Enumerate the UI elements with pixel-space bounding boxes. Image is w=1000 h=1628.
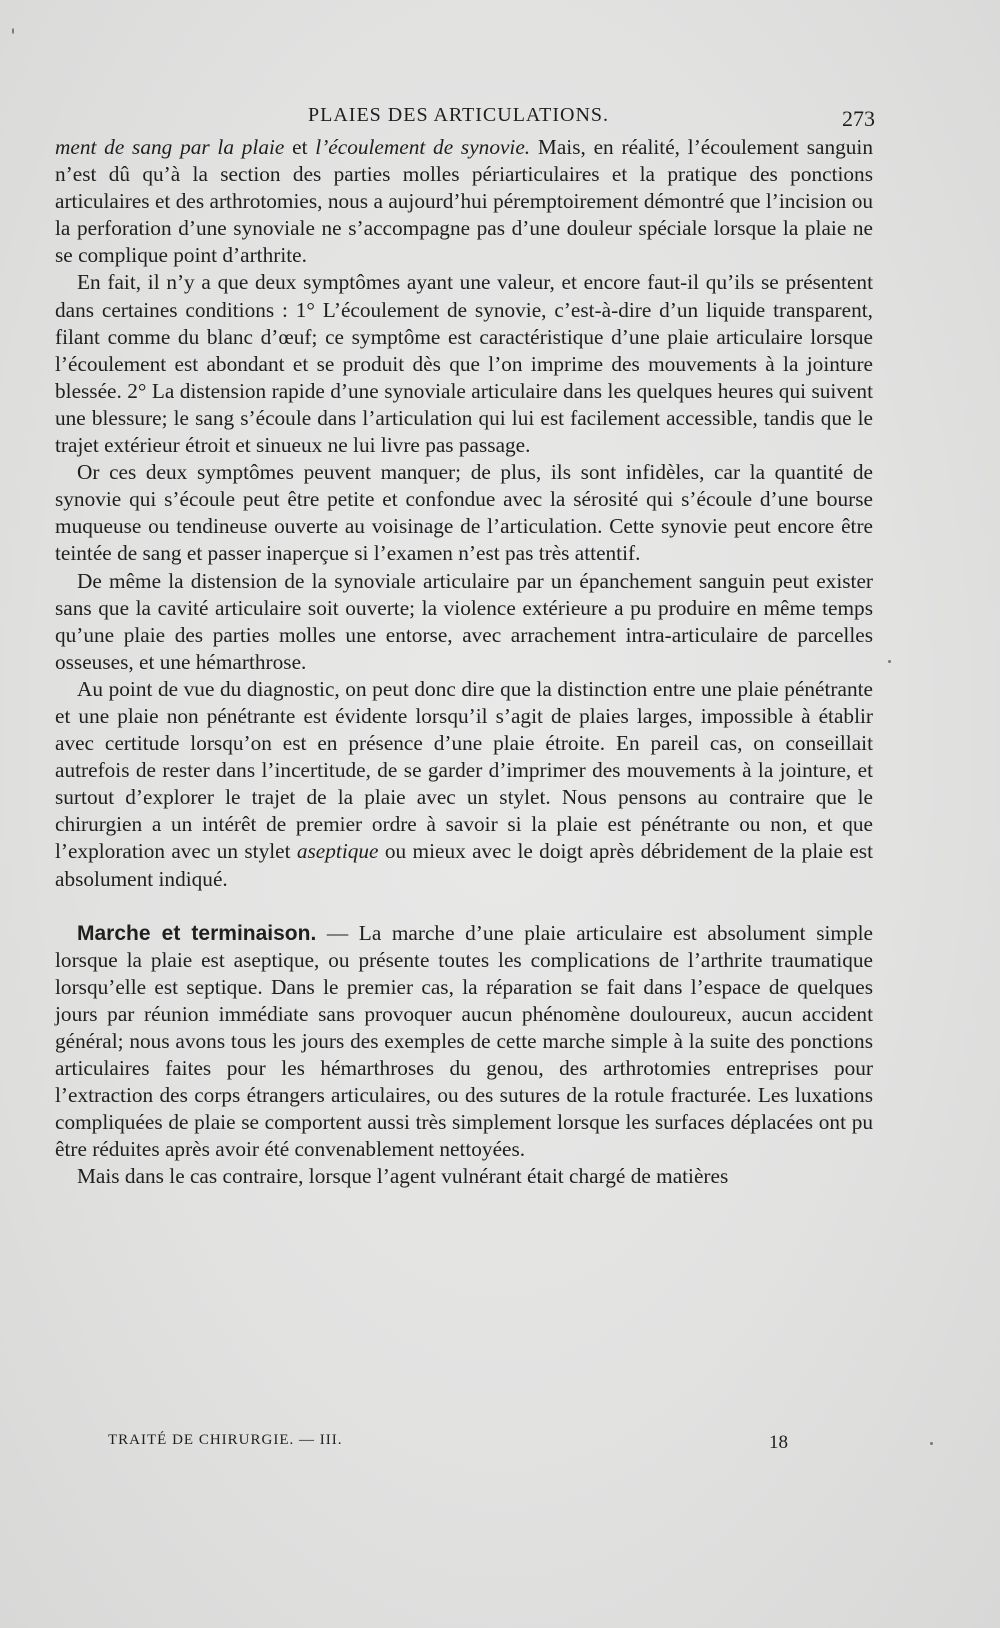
page-footer (108, 1432, 788, 1460)
body-text (55, 134, 873, 1191)
section-heading: Marche et terminaison. (77, 921, 317, 945)
italic-phrase: ment de sang par la plaie (55, 135, 285, 159)
text-run: Mais, en réalité, l’écoulement sanguin n’est dû qu’à la section des parties molles périarticulaires et la pratique des ponctions articulaires et des arthrotomies, nous a aujourd’hui péremptoirement démontré que l’incision ou la perforation d’une synoviale ne s’accompagne pas d’une douleur spéciale lorsque la plaie ne se complique point d’arthrite. (55, 135, 873, 268)
paragraph-2: En fait, il n’y a que deux symptômes ayant une valeur, et encore faut-il qu’ils se présentent dans certaines conditions : 1° L’écoulement de synovie, c’est-à-dire d’un liquide transparent, filant comme du blanc d’œuf; ce symptôme est caractéristique d’une plaie articulaire lorsque l’écoulement est abondant et se produit dès que l’on imprime des mouvements à la jointure blessée. 2° La distension rapide d’une synoviale articulaire dans les quelques heures qui suivent une blessure; le sang s’écoule dans l’articulation qui lui est facilement accessible, tandis que le trajet extérieur étroit et sinueux ne lui livre pas passage. (55, 270, 873, 458)
paragraph-4: De même la distension de la synoviale articulaire par un épanchement sanguin peut exister sans que la cavité articulaire soit ouverte; la violence extérieure a pu produire en même temps qu’une plaie des parties molles une entorse, avec arrachement intra-articulaire de parcelles osseuses, et une hémarthrose. (55, 568, 873, 674)
paragraph-3: Or ces deux symptômes peuvent manquer; de plus, ils sont infidèles, car la quantité de synovie qui s’écoule peut être petite et confondue avec la sérosité qui s’écoule d’une bourse muqueuse ou tendineuse ouverte au voisinage de l’articulation. Cette synovie peut encore être teintée de sang et passer inaperçue si l’examen n’est pas très attentif. (55, 460, 873, 566)
italic-term: aseptique (296, 839, 379, 864)
running-head (55, 100, 875, 132)
text-run: et (284, 135, 316, 159)
paragraph-6 (55, 920, 873, 1164)
running-title: PLAIES DES ARTICULATIONS. (308, 104, 610, 126)
text-run: — La marche d’une plaie articulaire est absolument simple lorsque la plaie est aseptique, ou présente toutes les complications de l’arthrite traumatique lorsqu’elle est septique. Dans le premier cas, la réparation se fait dans l’espace de quelques jours par réunion immédiate sans provoquer aucun phénomène douloureux, aucun accident général; nous avons tous les jours des exemples de cette marche simple à la suite des ponctions articulaires faites pour les hémarthroses du genou, des arthrotomies entreprises pour l’extraction des corps étrangers articulaires, ou des sutures de la rotule fracturée. Les luxations compliquées de plaie se comportent aussi très simplement lorsque les surfaces déplacées ont pu être réduites après avoir été convenablement nettoyées. (55, 920, 873, 1162)
paper-speck (12, 28, 14, 34)
paper-speck (888, 660, 891, 663)
page-number: 273 (842, 106, 875, 131)
italic-phrase: l’écoulement de synovie. (315, 135, 531, 159)
signature-mark: 18 (769, 1432, 788, 1453)
book-title: TRAITÉ DE CHIRURGIE. — III. (108, 1432, 343, 1448)
paragraph-7: Mais dans le cas contraire, lorsque l’agent vulnérant était chargé de matières (77, 1164, 729, 1189)
text-run: Au point de vue du diagnostic, on peut donc dire que la distinction entre une plaie pénétrante et une plaie non pénétrante est évidente lorsqu’il s’agit de plaies larges, impossible à établir avec certitude lorsqu’on est en présence d’une plaie étroite. En pareil cas, on conseillait autrefois de rester dans l’incertitude, de se garder d’imprimer des mouvements à la jointure, et surtout d’explorer le trajet de la plaie avec un stylet. Nous pensons au contraire que le chirurgien a un intérêt de premier ordre à savoir si la plaie est pénétrante ou non, et que l’exploration avec un stylet (55, 676, 873, 864)
paper-speck (930, 1442, 933, 1445)
paragraph-1 (55, 134, 873, 269)
paragraph-5 (55, 676, 873, 893)
text-run: ou mieux avec le doigt après débridement de la plaie est absolument indiqué. (55, 839, 873, 891)
